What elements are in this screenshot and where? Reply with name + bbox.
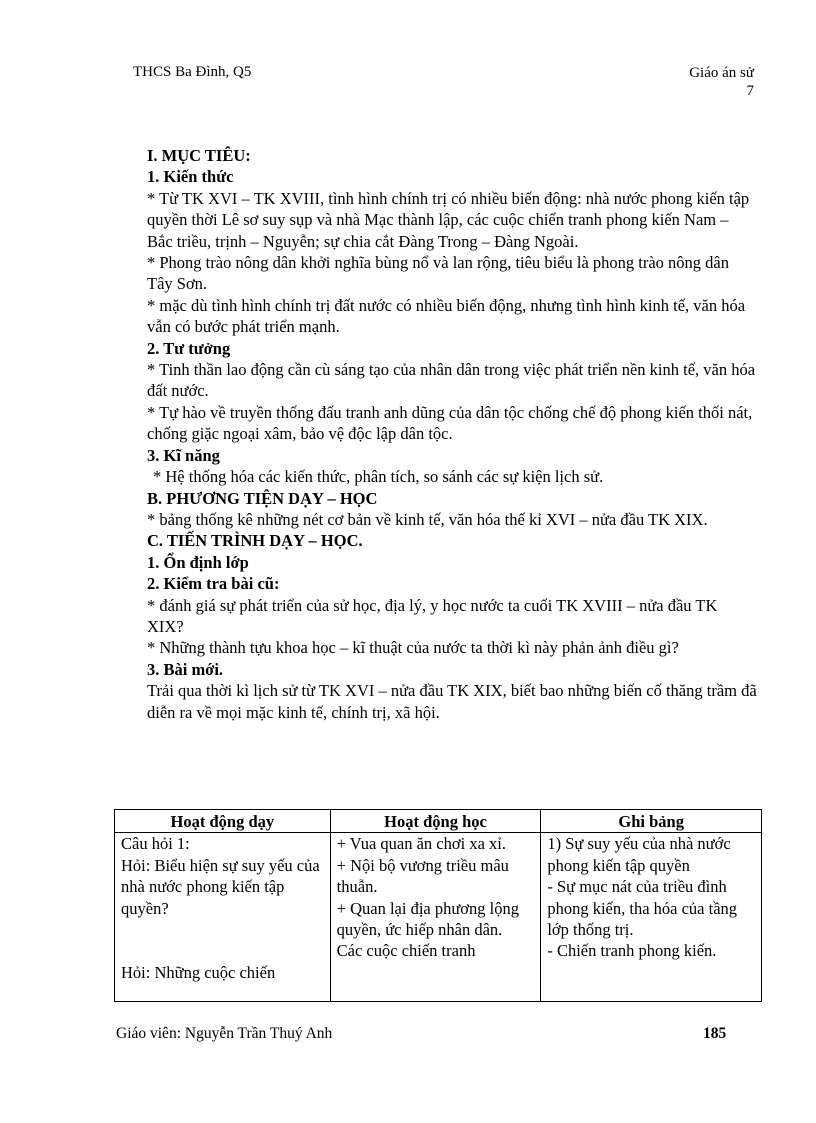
board-line: 1) Sự suy yếu của nhà nước phong kiến tập quyền [547, 834, 731, 875]
knowledge-item-2: * Phong trào nông dân khởi nghĩa bùng nổ và lan rộng, tiêu biểu là phong trào nông dân Tây Sơn. [147, 253, 730, 294]
learning-cell [330, 833, 541, 1002]
header-subject [634, 64, 754, 100]
lesson-content [147, 145, 757, 723]
lesson-activity-table [114, 809, 762, 1002]
board-line: - Chiến tranh phong kiến. [547, 941, 717, 961]
section-c-title: C. TIẾN TRÌNH DẠY – HỌC. [147, 531, 363, 551]
header-subject-line2: 7 [746, 83, 754, 99]
column-header-teaching: Hoạt động dạy [115, 810, 331, 833]
teaching-line: Hỏi: Biểu hiện sự suy yếu của nhà nước phong kiến tập quyền? [121, 855, 320, 918]
learning-line: Các cuộc chiến tranh [336, 941, 476, 961]
header-subject-line1: Giáo án sử [689, 65, 754, 81]
review-question-1: * đánh giá sự phát triển của sử học, địa lý, y học nước ta cuối TK XVIII – nửa đầu TK XIX? [147, 595, 718, 636]
learning-line: + Quan lại địa phương lộng quyền, ức hiếp nhân dân. [336, 898, 519, 940]
skill-heading: 3. Kĩ năng [147, 445, 220, 465]
knowledge-item-3: * mặc dù tình hình chính trị đất nước có nhiều biến động, nhưng tình hình kinh tế, văn hóa vẫn có bước phát triển mạnh. [147, 295, 746, 337]
section-b-title: B. PHƯƠNG TIỆN DẠY – HỌC [147, 488, 378, 508]
teaching-spacer [121, 919, 324, 962]
thought-item-1: * Tinh thần lao động cần cù sáng tạo của nhân dân trong việc phát triển nền kinh tế, văn hóa đất nước. [147, 360, 756, 401]
knowledge-item-1: * Từ TK XVI – TK XVIII, tình hình chính trị có nhiều biến động: nhà nước phong kiến tập quyền thời Lê sơ suy sụp và nhà Mạc thành lập, các cuộc chiến tranh phong kiến Nam – Bắc triều, trịnh – Nguyễn; sự chia cắt Đàng Trong – Đàng Ngoài. [147, 188, 750, 251]
header-school: THCS Ba Đình, Q5 [133, 64, 252, 80]
thought-item-2: * Tự hào về truyền thống đấu tranh anh dũng của dân tộc chống chế độ phong kiến thối nát, chống giặc ngoại xâm, bảo vệ độc lập dân tộc. [147, 402, 753, 444]
board-line: - Sự mục nát của triều đình phong kiến, tha hóa của tầng lớp thống trị. [547, 877, 738, 940]
skill-item-1: * Hệ thống hóa các kiến thức, phân tích, so sánh các sự kiện lịch sử. [153, 467, 604, 487]
table-header-row [115, 810, 762, 833]
footer-teacher: Giáo viên: Nguyễn Trần Thuý Anh [116, 1025, 333, 1042]
learning-line: + Vua quan ăn chơi xa xỉ. [336, 834, 506, 854]
step-1-heading: 1. Ổn định lớp [147, 552, 249, 572]
thought-heading: 2. Tư tưởng [147, 338, 231, 358]
teaching-cell [115, 833, 331, 1002]
teaching-line: Hỏi: Những cuộc chiến [121, 962, 276, 982]
step-3-heading: 3. Bài mới. [147, 659, 224, 679]
knowledge-heading: 1. Kiến thức [147, 167, 234, 187]
column-header-learning: Hoạt động học [330, 810, 541, 833]
learning-line: + Nội bộ vương triều mâu thuẫn. [336, 855, 509, 897]
section-i-title: I. MỤC TIÊU: [147, 146, 251, 165]
new-lesson-intro: Trải qua thời kì lịch sử từ TK XVI – nửa đầu TK XIX, biết bao những biến cố thăng trầm đã diễn ra về mọi mặc kinh tế, chính trị, xã hội. [147, 681, 757, 722]
page-number: 185 [703, 1025, 727, 1042]
board-cell [541, 833, 762, 1002]
review-question-2: * Những thành tựu khoa học – kĩ thuật của nước ta thời kì này phản ảnh điều gì? [147, 638, 679, 658]
step-2-heading: 2. Kiểm tra bài cũ: [147, 574, 280, 594]
teaching-line: Câu hỏi 1: [121, 834, 190, 854]
column-header-board: Ghi bảng [541, 810, 762, 833]
table-row [115, 833, 762, 1002]
section-b-item-1: * bảng thống kê những nét cơ bản về kinh tế, văn hóa thế kỉ XVI – nửa đầu TK XIX. [147, 509, 708, 529]
